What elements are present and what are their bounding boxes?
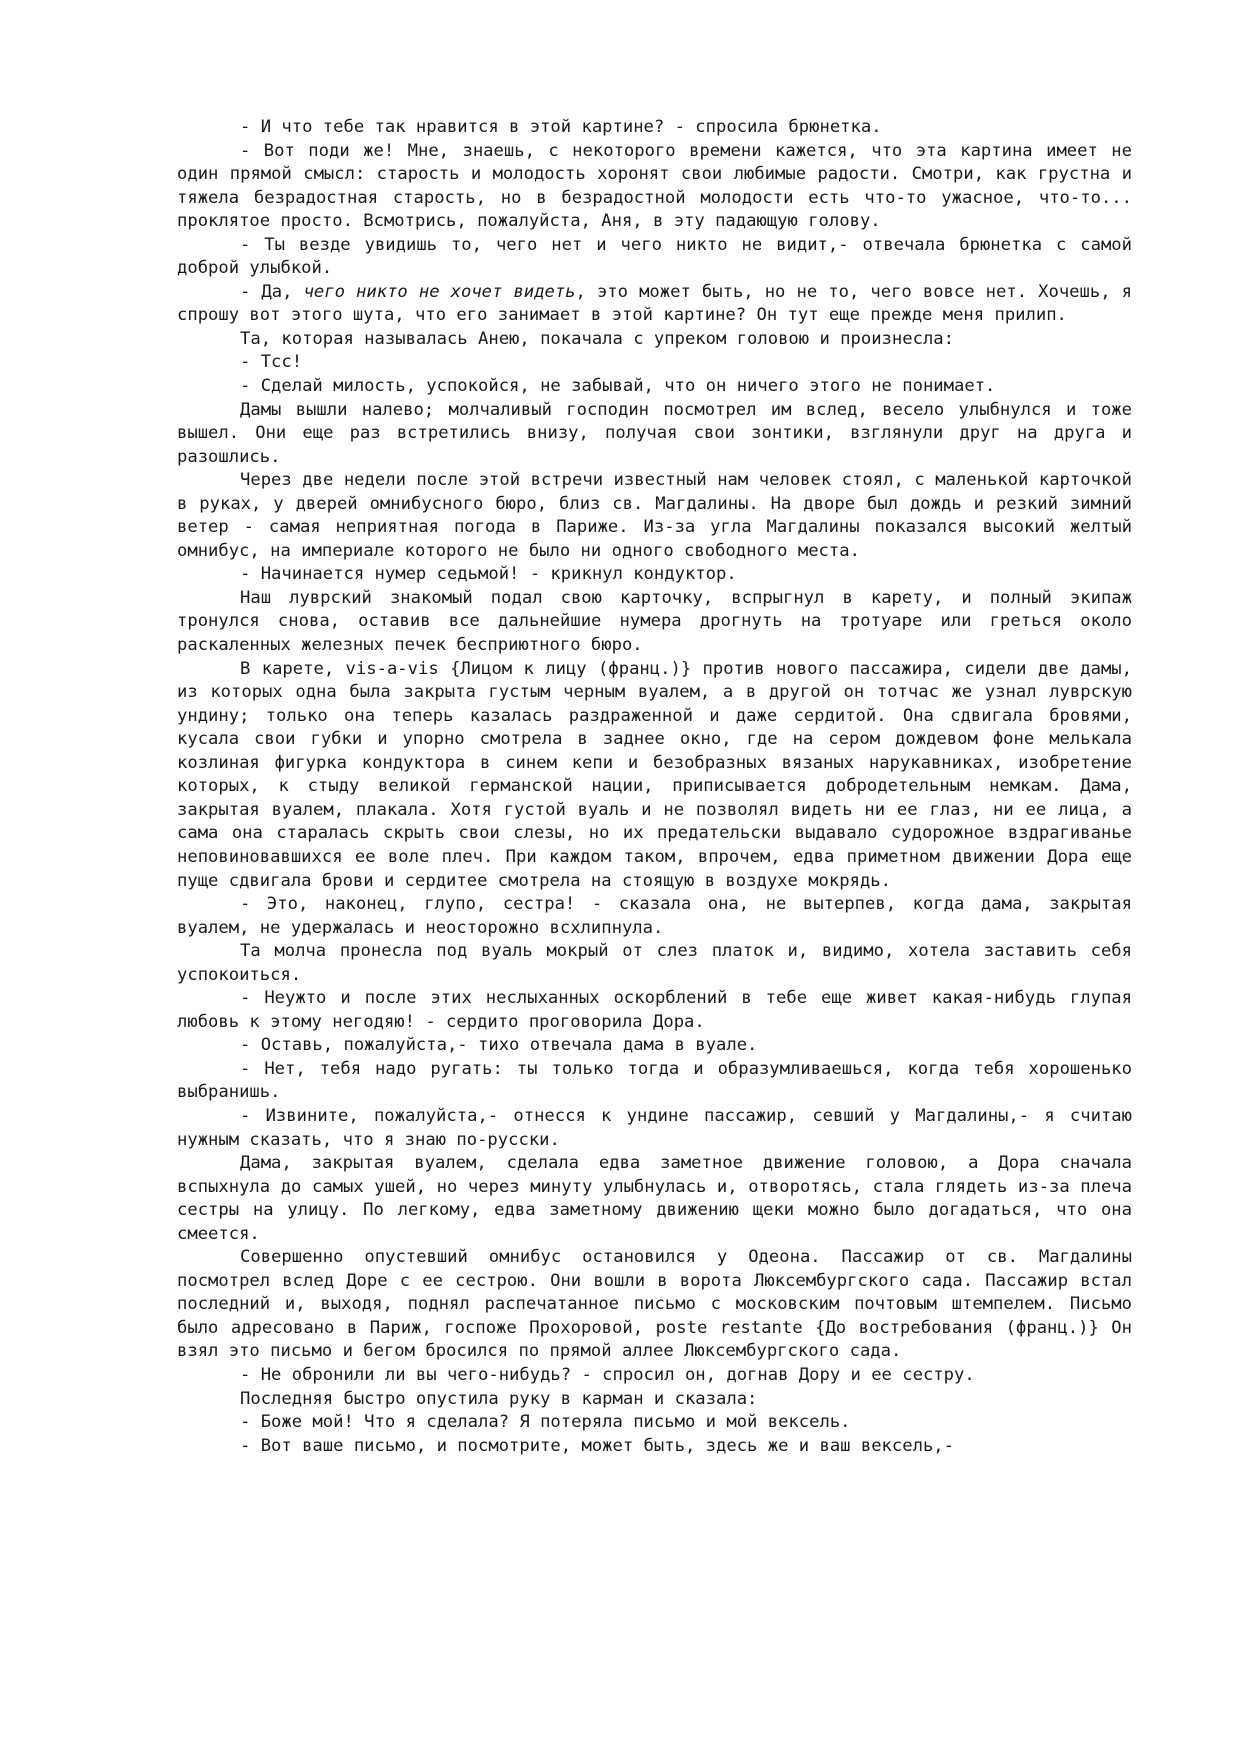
italic-phrase: чего никто не хочет видеть bbox=[303, 281, 576, 302]
paragraph: - И что тебе так нравится в этой картине? - спросила брюнетка. bbox=[240, 117, 882, 137]
paragraph: Дамы вышли налево; молчаливый господин посмотрел им вслед, весело улыбнулся и тоже вышел. Они еще раз встретились внизу, получая свои зонтики, взглянули друг на друга и разошлись. bbox=[177, 399, 1132, 467]
paragraph: - Не обронили ли вы чего-нибудь? - спросил он, догнав Дору и ее сестру. bbox=[240, 1364, 975, 1385]
paragraph: - Боже мой! Что я сделала? Я потеряла письмо и мой вексель. bbox=[240, 1412, 851, 1433]
paragraph: - Нет, тебя надо ругать: ты только тогда и образумливаешься, когда тебя хорошенько выбранишь. bbox=[177, 1058, 1132, 1103]
paragraph: - Начинается нумер седьмой! - крикнул кондуктор. bbox=[240, 564, 737, 585]
paragraph: Через две недели после этой встречи известный нам человек стоял, с маленькой карточкой в руках, у дверей омнибусного бюро, близ св. Магдалины. На дворе был дождь и резкий зимний ветер - самая неприятная погода в Париже. Из-за угла Магдалины показался высокий желтый омнибус, на империале которого не было ни одного свободного места. bbox=[177, 470, 1132, 561]
paragraph: - Это, наконец, глупо, сестра! - сказала она, не вытерпев, когда дама, закрытая вуалем, не удержалась и неосторожно всхлипнула. bbox=[177, 894, 1132, 938]
paragraph: - Ты везде увидишь то, чего нет и чего никто не видит,- отвечала брюнетка с самой доброй улыбкой. bbox=[177, 234, 1132, 279]
paragraph: Совершенно опустевший омнибус остановился у Одеона. Пассажир от св. Магдалины посмотрел вслед Доре с ее сестрою. Они вошли в ворота Люксембургского сада. Пассажир встал последний и, выходя, поднял распечатанное письмо с московским почтовым штемпелем. Письмо было адресовано в Париж, госпоже Прохоровой, poste restante {До востребования (франц.)} Он взял это письмо и бегом бросился по прямой аллее Люксембургского сада. bbox=[177, 1247, 1132, 1362]
paragraph: - Оставь, пожалуйста,- тихо отвечала дама в вуале. bbox=[240, 1035, 758, 1056]
document-text bbox=[177, 116, 1132, 1458]
paragraph-with-italic bbox=[177, 281, 1132, 328]
paragraph: Наш луврский знакомый подал свою карточку, вспрыгнул в карету, и полный экипаж тронулся снова, оставив все дальнейшие нумера дрогнуть на тротуаре или греться около раскаленных железных печек бесприютного бюро. bbox=[177, 587, 1132, 656]
paragraph-text: , это может быть, но не то, чего вовсе нет. Хочешь, я спрошу вот этого шута, что его занимает в этой картине? Он тут еще прежде меня прилип. bbox=[177, 281, 1132, 326]
paragraph: - Тсс! bbox=[240, 352, 303, 373]
paragraph: - Вот ваше письмо, и посмотрите, может быть, здесь же и ваш вексель,- bbox=[240, 1435, 954, 1456]
paragraph: Дама, закрытая вуалем, сделала едва заметное движение головою, а Дора сначала вспыхнула до самых ушей, но через минуту улыбнулась и, отворотясь, стала глядеть из-за плеча сестры на улицу. По легкому, едва заметному движению щеки можно было догадаться, что она смеется. bbox=[177, 1153, 1132, 1244]
paragraph: В карете, vis-a-vis {Лицом к лицу (франц.)} против нового пассажира, сидели две дамы, из которых одна была закрыта густым черным вуалем, а в другой он тотчас же узнал луврскую ундину; только она теперь казалась раздраженной и даже сердитой. Она сдвигала бровями, кусала свои губки и упорно смотрела в заднее окно, где на сером дождевом фоне мелькала козлиная фигурка кондуктора в синем кепи и безобразных вязаных нарукавниках, изобретение которых, к стыду великой германской нации, приписывается добродетельным немкам. Дама, закрытая вуалем, плакала. Хотя густой вуаль и не позволял видеть ни ее глаз, ни ее лица, а сама она старалась скрыть свои слезы, но их предательски выдавало судорожное вздрагиванье неповиновавшихся ее воле плеч. При каждом таком, впрочем, едва приметном движении Дора еще пуще сдвигала брови и сердитее смотрела на стоящую в воздухе мокрядь. bbox=[177, 658, 1132, 891]
paragraph: Та молча пронесла под вуаль мокрый от слез платок и, видимо, хотела заставить себя успокоиться. bbox=[177, 941, 1132, 985]
paragraph: - Вот поди же! Мне, знаешь, с некоторого времени кажется, что эта картина имеет не один прямой смысл: старость и молодость хоронят свои любимые радости. Смотри, как грустна и тяжела безрадостная старость, но в безрадостной молодости есть что-то ужасное, что-то... проклятое просто. Всмотрись, пожалуйста, Аня, в эту падающую голову. bbox=[177, 140, 1132, 232]
paragraph: - Извините, пожалуйста,- отнесся к ундине пассажир, севший у Магдалины,- я считаю нужным сказать, что я знаю по-русски. bbox=[177, 1105, 1132, 1150]
paragraph: Последняя быстро опустила руку в карман и сказала: bbox=[240, 1388, 758, 1409]
paragraph: - Сделай милость, успокойся, не забывай, что он ничего этого не понимает. bbox=[240, 376, 996, 397]
paragraph: Та, которая называлась Анею, покачала с упреком головою и произнесла: bbox=[240, 328, 954, 349]
paragraph: - Неужто и после этих неслыханных оскорблений в тебе еще живет какая-нибудь глупая любовь к этому негодяю! - сердито проговорила Дора. bbox=[177, 988, 1132, 1032]
paragraph-text: - Да, bbox=[240, 281, 304, 302]
